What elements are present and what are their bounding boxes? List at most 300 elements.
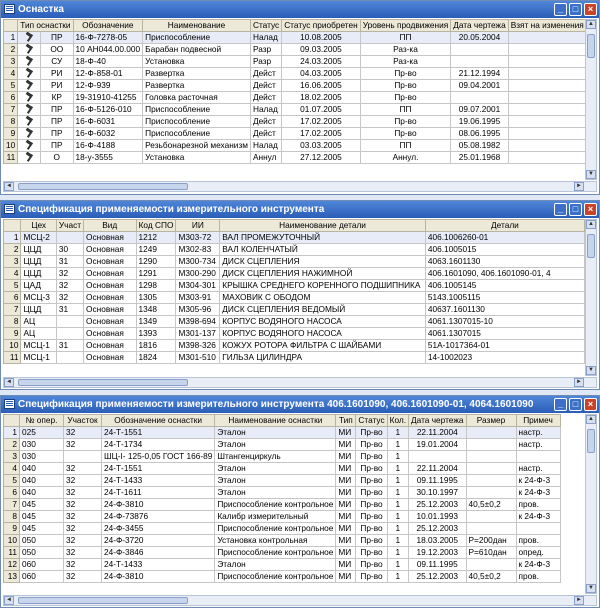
table-cell[interactable]: Приспособление контрольное xyxy=(215,571,336,583)
table-cell[interactable]: 1824 xyxy=(136,352,176,364)
table-cell[interactable]: Приспособление xyxy=(143,32,251,44)
table-cell[interactable]: 5143.1005115 xyxy=(425,292,584,304)
table-cell[interactable]: 32 xyxy=(56,280,83,292)
table-cell[interactable]: 20.05.2004 xyxy=(451,32,508,44)
table-cell[interactable]: Пр-во xyxy=(356,559,387,571)
table-cell[interactable]: ДИСК СЦЕПЛЕНИЯ ВЕДОМЫЙ xyxy=(220,304,426,316)
table-cell[interactable]: 4061.1307015-10 xyxy=(425,316,584,328)
table-cell[interactable] xyxy=(409,451,466,463)
table-cell[interactable]: 1 xyxy=(387,547,408,559)
table-cell[interactable]: 32 xyxy=(64,499,102,511)
table-cell[interactable]: 32 xyxy=(64,523,102,535)
table-row[interactable] xyxy=(4,32,586,44)
table-cell[interactable]: Основная xyxy=(84,244,137,256)
table-cell[interactable]: 1 xyxy=(387,511,408,523)
table-cell[interactable]: 24-Ф-3455 xyxy=(102,523,215,535)
table-row[interactable] xyxy=(4,523,561,535)
table-row[interactable] xyxy=(4,316,585,328)
table-cell[interactable]: 19-31910-41255 xyxy=(73,92,143,104)
table-cell[interactable] xyxy=(508,152,585,164)
maximize-button[interactable]: □ xyxy=(569,3,582,16)
table-cell[interactable]: 30.10.1997 xyxy=(409,487,466,499)
table-cell[interactable]: 40637.1601130 xyxy=(425,304,584,316)
table-cell[interactable]: 1249 xyxy=(136,244,176,256)
table-cell[interactable]: 1 xyxy=(387,499,408,511)
table-row[interactable] xyxy=(4,487,561,499)
table-cell[interactable]: Пр-во xyxy=(356,571,387,583)
table-cell[interactable] xyxy=(466,427,516,439)
table-row[interactable] xyxy=(4,499,561,511)
table-row[interactable] xyxy=(4,352,585,364)
title-bar[interactable] xyxy=(1,201,599,218)
table-cell[interactable]: Приспособление xyxy=(143,116,251,128)
table-cell[interactable]: 25.01.1968 xyxy=(451,152,508,164)
table-row[interactable] xyxy=(4,559,561,571)
table-cell[interactable]: Пр-во xyxy=(356,427,387,439)
table-cell[interactable]: Пр-во xyxy=(360,116,451,128)
table-cell[interactable]: Пр-во xyxy=(356,487,387,499)
table-cell[interactable]: МИ xyxy=(336,535,356,547)
table-cell[interactable]: настр. xyxy=(516,427,560,439)
table-cell[interactable] xyxy=(508,116,585,128)
table-cell[interactable]: 18-Ф-40 xyxy=(73,56,143,68)
table-cell[interactable] xyxy=(466,523,516,535)
table-cell[interactable]: 32 xyxy=(64,439,102,451)
table-cell[interactable]: 045 xyxy=(20,511,64,523)
table-cell[interactable] xyxy=(451,44,508,56)
table-cell[interactable]: 24-Т-1433 xyxy=(102,559,215,571)
title-bar[interactable] xyxy=(1,1,599,18)
col-header[interactable]: Статус xyxy=(250,20,281,32)
col-header[interactable]: Детали xyxy=(425,220,584,232)
table-cell[interactable]: 04.03.2005 xyxy=(282,68,361,80)
table-cell[interactable]: 1 xyxy=(387,571,408,583)
table-cell[interactable]: МИ xyxy=(336,511,356,523)
table-cell[interactable] xyxy=(451,92,508,104)
table-row[interactable] xyxy=(4,340,585,352)
table-row[interactable] xyxy=(4,304,585,316)
table-cell[interactable]: Основная xyxy=(84,268,137,280)
table-cell[interactable]: Разр xyxy=(250,56,281,68)
table-cell[interactable] xyxy=(508,104,585,116)
table-cell[interactable]: 32 xyxy=(64,559,102,571)
table-cell[interactable]: 060 xyxy=(20,559,64,571)
table-cell[interactable]: М302-83 xyxy=(176,244,220,256)
col-header[interactable]: Наименование детали xyxy=(220,220,426,232)
table-cell[interactable]: Головка расточная xyxy=(143,92,251,104)
table-cell[interactable]: 406.1005145 xyxy=(425,280,584,292)
table-row[interactable] xyxy=(4,244,585,256)
table-cell[interactable]: Основная xyxy=(84,340,137,352)
table-cell[interactable] xyxy=(56,316,83,328)
table-cell[interactable]: Калибр измерительный xyxy=(215,511,336,523)
table-cell[interactable]: 51А-1017364-01 xyxy=(425,340,584,352)
table-cell[interactable]: ЦЦД xyxy=(21,256,56,268)
table-cell[interactable]: опред. xyxy=(516,547,560,559)
table-cell[interactable]: P=610дан xyxy=(466,547,516,559)
table-cell[interactable]: КРЫШКА СРЕДНЕГО КОРЕННОГО ПОДШИПНИКА xyxy=(220,280,426,292)
table-cell[interactable]: М304-301 xyxy=(176,280,220,292)
maximize-button[interactable]: □ xyxy=(569,398,582,411)
table-cell[interactable]: 1212 xyxy=(136,232,176,244)
table-cell[interactable] xyxy=(466,451,516,463)
table-cell[interactable]: Разр xyxy=(250,44,281,56)
table-cell[interactable]: МИ xyxy=(336,439,356,451)
table-cell[interactable]: Дейст xyxy=(250,128,281,140)
table-row[interactable] xyxy=(4,104,586,116)
table-cell[interactable]: 08.06.1995 xyxy=(451,128,508,140)
table-cell[interactable]: 24-Ф-3846 xyxy=(102,547,215,559)
table-cell[interactable]: 24-Ф-3810 xyxy=(102,499,215,511)
table-cell[interactable]: Пр-во xyxy=(356,439,387,451)
table-cell[interactable]: 1 xyxy=(387,463,408,475)
table-cell[interactable]: Приспособление контрольное xyxy=(215,499,336,511)
table-cell[interactable]: Основная xyxy=(84,292,137,304)
table-cell[interactable]: 10 АН044.00.000 xyxy=(73,44,143,56)
table-cell[interactable]: 18.02.2005 xyxy=(282,92,361,104)
table-cell[interactable] xyxy=(516,523,560,535)
table-cell[interactable]: 1 xyxy=(387,523,408,535)
col-header[interactable]: Участок xyxy=(64,415,102,427)
table-row[interactable] xyxy=(4,268,585,280)
table-cell[interactable]: ПП xyxy=(360,140,451,152)
table-cell[interactable]: Основная xyxy=(84,316,137,328)
table-cell[interactable]: КОРПУС ВОДЯНОГО НАСОСА xyxy=(220,316,426,328)
table-cell[interactable]: 045 xyxy=(20,523,64,535)
table-cell[interactable]: ПР xyxy=(41,104,74,116)
col-header[interactable]: № опер. xyxy=(20,415,64,427)
table-cell[interactable] xyxy=(508,56,585,68)
table-cell[interactable]: 12-Ф-858-01 xyxy=(73,68,143,80)
table-cell[interactable]: 22.11.2004 xyxy=(409,427,466,439)
table-cell[interactable]: к 24-Ф-3 xyxy=(516,487,560,499)
table-cell[interactable]: Пр-во xyxy=(356,535,387,547)
table-cell[interactable]: Основная xyxy=(84,328,137,340)
table-cell[interactable] xyxy=(516,451,560,463)
table-cell[interactable]: ЦЦД xyxy=(21,244,56,256)
table-cell[interactable]: М303-91 xyxy=(176,292,220,304)
table-cell[interactable]: Дейст xyxy=(250,80,281,92)
table-cell[interactable] xyxy=(451,56,508,68)
table-cell[interactable]: Основная xyxy=(84,352,137,364)
table-cell[interactable]: Развертка xyxy=(143,68,251,80)
table-cell[interactable]: 25.12.2003 xyxy=(409,499,466,511)
table-cell[interactable]: 040 xyxy=(20,463,64,475)
table-cell[interactable]: Эталон xyxy=(215,475,336,487)
table-row[interactable] xyxy=(4,80,586,92)
table-cell[interactable]: ДИСК СЦЕПЛЕНИЯ НАЖИМНОЙ xyxy=(220,268,426,280)
table-cell[interactable]: Налад xyxy=(250,32,281,44)
col-header[interactable]: Уровень продвижения xyxy=(360,20,451,32)
table-cell[interactable]: 24-Ф-73876 xyxy=(102,511,215,523)
table-cell[interactable]: АЦ xyxy=(21,316,56,328)
table-cell[interactable]: 17.02.2005 xyxy=(282,116,361,128)
table-cell[interactable] xyxy=(466,475,516,487)
table-cell[interactable]: М301-510 xyxy=(176,352,220,364)
table-cell[interactable]: 01.07.2005 xyxy=(282,104,361,116)
table-cell[interactable]: 31 xyxy=(56,256,83,268)
table-cell[interactable]: Налад xyxy=(250,140,281,152)
table-cell[interactable]: 1348 xyxy=(136,304,176,316)
table-cell[interactable]: 09.03.2005 xyxy=(282,44,361,56)
col-header[interactable]: Наименование xyxy=(143,20,251,32)
table-cell[interactable]: 30 xyxy=(56,244,83,256)
table-cell[interactable]: Пр-во xyxy=(360,92,451,104)
col-header[interactable]: Дата чертежа xyxy=(451,20,508,32)
table-cell[interactable] xyxy=(508,68,585,80)
minimize-button[interactable]: _ xyxy=(554,3,567,16)
table-cell[interactable]: 40,5±0,2 xyxy=(466,499,516,511)
table-cell[interactable]: 045 xyxy=(20,499,64,511)
table-cell[interactable]: 18.03.2005 xyxy=(409,535,466,547)
table-cell[interactable]: ВАЛ ПРОМЕЖУТОЧНЫЙ xyxy=(220,232,426,244)
table-cell[interactable]: Основная xyxy=(84,304,137,316)
table-cell[interactable]: Приспособление контрольное xyxy=(215,523,336,535)
table-cell[interactable]: 16-Ф-4188 xyxy=(73,140,143,152)
table-cell[interactable]: 16-Ф-7278-05 xyxy=(73,32,143,44)
table-cell[interactable]: М300-290 xyxy=(176,268,220,280)
table-cell[interactable]: 025 xyxy=(20,427,64,439)
table-cell[interactable]: Пр-во xyxy=(356,547,387,559)
table-row[interactable] xyxy=(4,152,586,164)
table-cell[interactable] xyxy=(466,511,516,523)
table-cell[interactable]: Эталон xyxy=(215,487,336,499)
table-cell[interactable]: ПР xyxy=(41,116,74,128)
table-cell[interactable]: 18-у-3555 xyxy=(73,152,143,164)
table-cell[interactable]: Пр-во xyxy=(360,80,451,92)
table-cell[interactable]: ЦЦД xyxy=(21,304,56,316)
table-cell[interactable] xyxy=(56,352,83,364)
table-cell[interactable]: Штангенциркуль xyxy=(215,451,336,463)
table-cell[interactable]: МИ xyxy=(336,451,356,463)
table-row[interactable] xyxy=(4,439,561,451)
table-cell[interactable]: 31 xyxy=(56,340,83,352)
table-cell[interactable] xyxy=(56,328,83,340)
table-cell[interactable]: М305-96 xyxy=(176,304,220,316)
table-cell[interactable]: РИ xyxy=(41,80,74,92)
table-cell[interactable]: к 24-Ф-3 xyxy=(516,475,560,487)
table-cell[interactable]: ГИЛЬЗА ЦИЛИНДРА xyxy=(220,352,426,364)
table-cell[interactable]: ШЦ-I- 125-0,05 ГОСТ 166-89 xyxy=(102,451,215,463)
table-cell[interactable]: 32 xyxy=(64,571,102,583)
table-cell[interactable]: КР xyxy=(41,92,74,104)
table-row[interactable] xyxy=(4,116,586,128)
table-cell[interactable]: 1816 xyxy=(136,340,176,352)
close-button[interactable]: × xyxy=(584,3,597,16)
table-cell[interactable] xyxy=(508,140,585,152)
col-header[interactable]: Кол. xyxy=(387,415,408,427)
horizontal-scrollbar[interactable]: ◄ ► xyxy=(3,181,597,192)
table-cell[interactable]: 03.03.2005 xyxy=(282,140,361,152)
table-row[interactable] xyxy=(4,128,586,140)
table-cell[interactable]: Установка xyxy=(143,152,251,164)
table-cell[interactable]: 24-Т-1551 xyxy=(102,463,215,475)
table-row[interactable] xyxy=(4,232,585,244)
table-cell[interactable]: 1393 xyxy=(136,328,176,340)
table-cell[interactable]: МИ xyxy=(336,559,356,571)
table-cell[interactable]: 10.08.2005 xyxy=(282,32,361,44)
table-cell[interactable]: 1 xyxy=(387,427,408,439)
table-cell[interactable]: Установка xyxy=(143,56,251,68)
table-cell[interactable]: 406.1005015 xyxy=(425,244,584,256)
table-row[interactable] xyxy=(4,571,561,583)
table-cell[interactable]: 050 xyxy=(20,547,64,559)
title-bar[interactable] xyxy=(1,396,599,413)
table-cell[interactable]: 1291 xyxy=(136,268,176,280)
col-header[interactable]: Код СПО xyxy=(136,220,176,232)
table-row[interactable] xyxy=(4,427,561,439)
table-cell[interactable]: М303-72 xyxy=(176,232,220,244)
table-cell[interactable]: 1290 xyxy=(136,256,176,268)
maximize-button[interactable]: □ xyxy=(569,203,582,216)
table-cell[interactable]: Раз-ка xyxy=(360,44,451,56)
table-cell[interactable] xyxy=(56,232,83,244)
table-row[interactable] xyxy=(4,92,586,104)
table-cell[interactable]: настр. xyxy=(516,463,560,475)
table-cell[interactable]: Эталон xyxy=(215,439,336,451)
table-cell[interactable]: 09.07.2001 xyxy=(451,104,508,116)
minimize-button[interactable]: _ xyxy=(554,398,567,411)
table-row[interactable] xyxy=(4,68,586,80)
table-cell[interactable]: Приспособление xyxy=(143,128,251,140)
vertical-scrollbar[interactable]: ▲ ▼ xyxy=(585,219,597,376)
table-cell[interactable]: М398-326 xyxy=(176,340,220,352)
table-cell[interactable]: 31 xyxy=(56,304,83,316)
table-cell[interactable]: ЦЦД xyxy=(21,268,56,280)
table-cell[interactable]: 24-Ф-3720 xyxy=(102,535,215,547)
table-cell[interactable]: Развертка xyxy=(143,80,251,92)
col-header[interactable]: Статус xyxy=(356,415,387,427)
table-cell[interactable]: 4063.1601130 xyxy=(425,256,584,268)
col-header[interactable]: Вид xyxy=(84,220,137,232)
minimize-button[interactable]: _ xyxy=(554,203,567,216)
vertical-scrollbar[interactable]: ▲ ▼ xyxy=(585,414,597,594)
table-cell[interactable]: 1 xyxy=(387,559,408,571)
table-cell[interactable] xyxy=(466,559,516,571)
table-cell[interactable] xyxy=(508,92,585,104)
table-row[interactable] xyxy=(4,511,561,523)
table-cell[interactable]: 16.06.2005 xyxy=(282,80,361,92)
table-cell[interactable]: 14-1002023 xyxy=(425,352,584,364)
table-cell[interactable]: 1 xyxy=(387,487,408,499)
col-header[interactable]: Участ xyxy=(56,220,83,232)
table-row[interactable] xyxy=(4,451,561,463)
table-cell[interactable] xyxy=(508,80,585,92)
table-cell[interactable]: 1298 xyxy=(136,280,176,292)
table-cell[interactable]: М398-694 xyxy=(176,316,220,328)
table-cell[interactable]: Основная xyxy=(84,280,137,292)
table-cell[interactable]: Эталон xyxy=(215,559,336,571)
table-cell[interactable]: Резьбонарезной механизм xyxy=(143,140,251,152)
table-cell[interactable]: МИ xyxy=(336,487,356,499)
table-cell[interactable]: 21.12.1994 xyxy=(451,68,508,80)
table-cell[interactable]: Пр-во xyxy=(356,523,387,535)
close-button[interactable]: × xyxy=(584,398,597,411)
table-cell[interactable]: 05.08.1982 xyxy=(451,140,508,152)
table-row[interactable] xyxy=(4,292,585,304)
table-cell[interactable]: 030 xyxy=(20,439,64,451)
table-cell[interactable]: М300-734 xyxy=(176,256,220,268)
table-cell[interactable]: Пр-во xyxy=(356,475,387,487)
table-cell[interactable]: 040 xyxy=(20,475,64,487)
table-cell[interactable]: МИ xyxy=(336,571,356,583)
table-cell[interactable]: Аннул xyxy=(250,152,281,164)
col-header[interactable]: Примеч xyxy=(516,415,560,427)
col-header[interactable]: Размер xyxy=(466,415,516,427)
table-cell[interactable]: Эталон xyxy=(215,463,336,475)
table-cell[interactable]: 09.11.1995 xyxy=(409,559,466,571)
col-header[interactable]: Дата чертежа xyxy=(409,415,466,427)
table-cell[interactable]: 19.12.2003 xyxy=(409,547,466,559)
table-cell[interactable]: Основная xyxy=(84,232,137,244)
table-cell[interactable] xyxy=(466,487,516,499)
table-cell[interactable]: 32 xyxy=(64,535,102,547)
table-cell[interactable]: 32 xyxy=(56,292,83,304)
table-cell[interactable]: МИ xyxy=(336,547,356,559)
table-cell[interactable]: РИ xyxy=(41,68,74,80)
col-header[interactable]: Цех xyxy=(21,220,56,232)
table-cell[interactable]: МАХОВИК С ОБОДОМ xyxy=(220,292,426,304)
table-cell[interactable]: 24-Т-1433 xyxy=(102,475,215,487)
table-cell[interactable]: 19.01.2004 xyxy=(409,439,466,451)
table-cell[interactable]: 406.1006260-01 xyxy=(425,232,584,244)
table-cell[interactable]: 24-Ф-3810 xyxy=(102,571,215,583)
table-cell[interactable]: Пр-во xyxy=(356,511,387,523)
table-cell[interactable]: 40,5±0,2 xyxy=(466,571,516,583)
horizontal-scrollbar[interactable]: ◄ ► xyxy=(3,595,597,606)
horizontal-scrollbar[interactable]: ◄ ► xyxy=(3,377,597,388)
table-cell[interactable]: Приспособление контрольное xyxy=(215,547,336,559)
table-row[interactable] xyxy=(4,328,585,340)
col-header[interactable]: Тип xyxy=(336,415,356,427)
table-cell[interactable]: ПР xyxy=(41,32,74,44)
table-cell[interactable]: к 24-Ф-3 xyxy=(516,559,560,571)
table-cell[interactable]: 32 xyxy=(64,463,102,475)
table-cell[interactable]: МСЦ-3 xyxy=(21,292,56,304)
table-row[interactable] xyxy=(4,256,585,268)
table-cell[interactable]: 24-Т-1551 xyxy=(102,427,215,439)
vertical-scrollbar[interactable]: ▲ ▼ xyxy=(585,19,597,180)
table-cell[interactable]: 19.06.1995 xyxy=(451,116,508,128)
table-cell[interactable]: МСЦ-2 xyxy=(21,232,56,244)
table-cell[interactable]: МИ xyxy=(336,427,356,439)
table-cell[interactable]: 406.1601090, 406.1601090-01, 4 xyxy=(425,268,584,280)
table-row[interactable] xyxy=(4,535,561,547)
table-cell[interactable]: Пр-во xyxy=(356,463,387,475)
col-header[interactable]: Наименование оснастки xyxy=(215,415,336,427)
table-cell[interactable]: 32 xyxy=(64,547,102,559)
table-cell[interactable]: 32 xyxy=(56,268,83,280)
table-row[interactable] xyxy=(4,547,561,559)
table-cell[interactable]: 32 xyxy=(64,511,102,523)
table-cell[interactable]: 030 xyxy=(20,451,64,463)
table-cell[interactable]: ПП xyxy=(360,104,451,116)
table-cell[interactable]: 1 xyxy=(387,535,408,547)
table-cell[interactable]: 32 xyxy=(64,487,102,499)
table-cell[interactable]: ВАЛ КОЛЕНЧАТЫЙ xyxy=(220,244,426,256)
table-cell[interactable]: 32 xyxy=(64,427,102,439)
table-cell[interactable]: Приспособление xyxy=(143,104,251,116)
table-cell[interactable]: Пр-во xyxy=(360,68,451,80)
table-cell[interactable]: Налад xyxy=(250,104,281,116)
table-cell[interactable]: 24-Т-1611 xyxy=(102,487,215,499)
col-header[interactable]: Тип оснастки xyxy=(18,20,73,32)
table-cell[interactable]: 16-Ф-6032 xyxy=(73,128,143,140)
table-cell[interactable]: 12-Ф-939 xyxy=(73,80,143,92)
table-cell[interactable]: к 24-Ф-3 xyxy=(516,511,560,523)
table-cell[interactable]: 060 xyxy=(20,571,64,583)
table-cell[interactable]: МИ xyxy=(336,523,356,535)
